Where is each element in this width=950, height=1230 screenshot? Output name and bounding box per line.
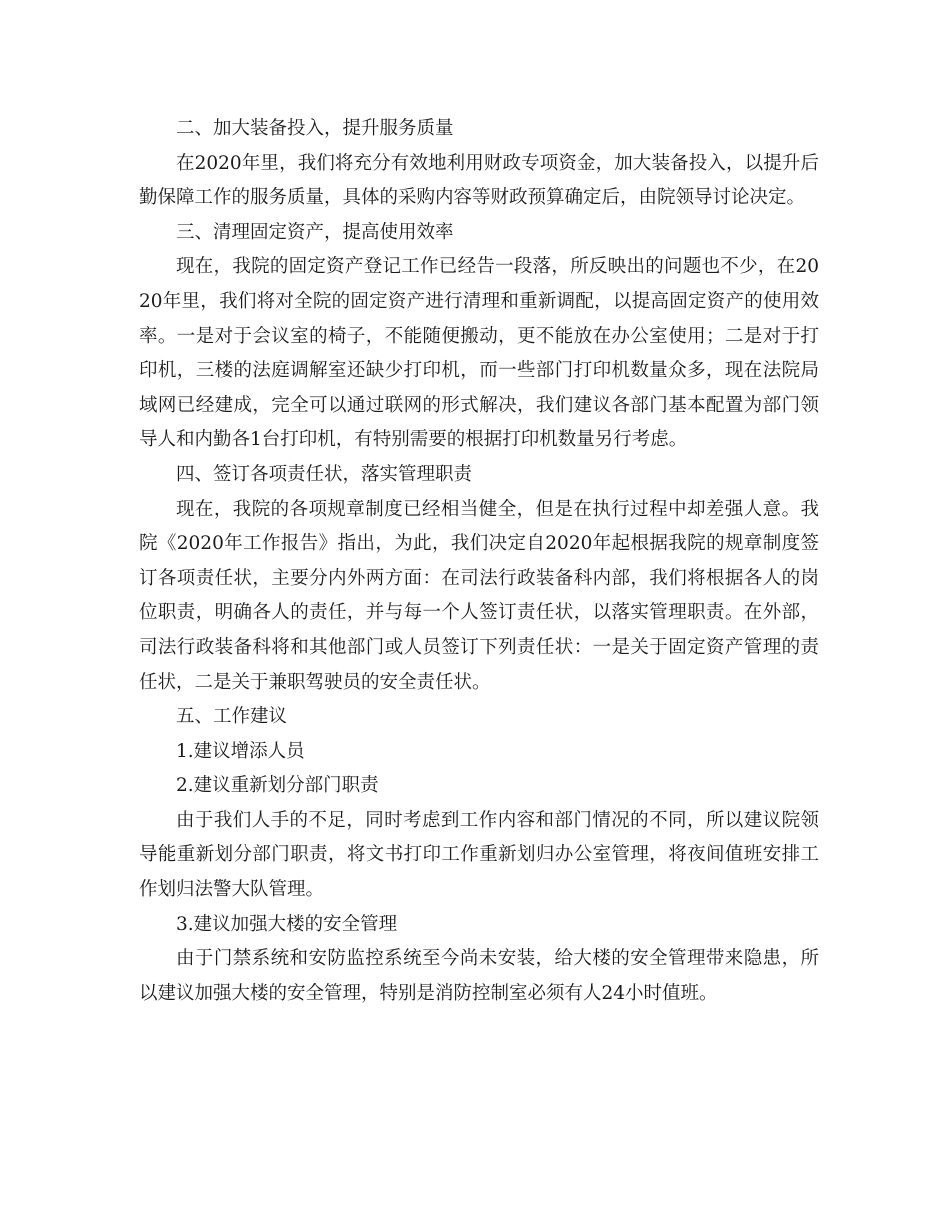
paragraph-duties: 由于我们人手的不足，同时考虑到工作内容和部门情况的不同，所以建议院领导能重新划分部门职责，将文书打印工作重新划归办公室管理，将夜间值班安排工作划归法警大队管理。 bbox=[139, 809, 819, 901]
paragraph-assets: 现在，我院的固定资产登记工作已经告一段落，所反映出的问题也不少，在2020年里，我们将对全院的固定资产进行清理和重新调配，以提高固定资产的使用效率。一是对于会议室的椅子，不能随便搬动，更不能放在办公室使用；二是对于打印机，三楼的法庭调解室还缺少打印机，而一些部门打印机数量众多，现在法院局域网已经建成，完全可以通过联网的形式解决，我们建议各部门基本配置为部门领导人和内勤各1台打印机，有特别需要的根据打印机数量另行考虑。 bbox=[139, 256, 819, 451]
document-body bbox=[139, 112, 819, 1011]
suggestion-item-security: 3.建议加强大楼的安全管理 bbox=[176, 913, 398, 935]
suggestion-item-duties: 2.建议重新划分部门职责 bbox=[176, 775, 379, 797]
section-heading-assets: 三、清理固定资产，提高使用效率 bbox=[176, 221, 454, 243]
section-heading-equipment: 二、加大装备投入，提升服务质量 bbox=[176, 118, 454, 139]
paragraph-equipment: 在2020年里，我们将充分有效地利用财政专项资金，加大装备投入，以提升后勤保障工作的服务质量，具体的采购内容等财政预算确定后，由院领导讨论决定。 bbox=[139, 152, 819, 209]
paragraph-responsibility: 现在，我院的各项规章制度已经相当健全，但是在执行过程中却差强人意。我院《2020年工作报告》指出，为此，我们决定自2020年起根据我院的规章制度签订各项责任状，主要分内外两方面：在司法行政装备科内部，我们将根据各人的岗位职责，明确各人的责任，并与每一个人签订责任状，以落实管理职责。在外部，司法行政装备科将和其他部门或人员签订下列责任状：一是关于固定资产管理的责任状，二是关于兼职驾驶员的安全责任状。 bbox=[139, 498, 819, 693]
section-heading-suggestions: 五、工作建议 bbox=[176, 706, 288, 728]
section-heading-responsibility: 四、签订各项责任状，落实管理职责 bbox=[176, 463, 473, 485]
suggestion-item-staff: 1.建议增添人员 bbox=[176, 740, 305, 762]
paragraph-security: 由于门禁系统和安防监控系统至今尚未安装，给大楼的安全管理带来隐患，所以建议加强大楼的安全管理，特别是消防控制室必须有人24小时值班。 bbox=[139, 948, 819, 1004]
